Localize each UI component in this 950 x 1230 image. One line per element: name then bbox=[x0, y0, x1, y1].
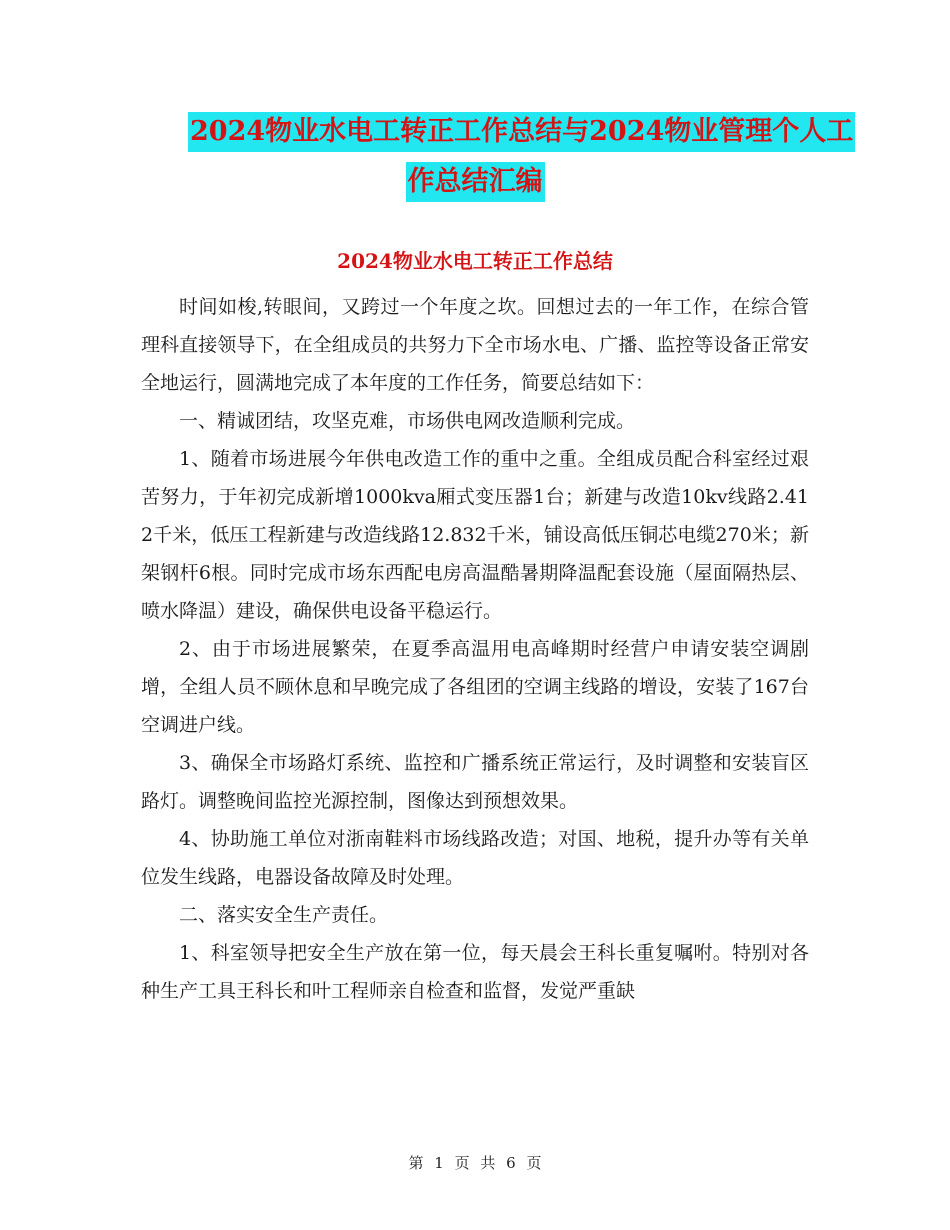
document-body bbox=[141, 288, 809, 1010]
document-title bbox=[140, 112, 854, 202]
paragraph-heading-2: 二、落实安全生产责任。 bbox=[179, 904, 389, 926]
page-number: 第 1 页 共 6 页 bbox=[408, 1154, 542, 1172]
paragraph-item-1-4: 4、协助施工单位对浙南鞋料市场线路改造；对国、地税，提升办等有关单位发生线路，电器设备故障及时处理。 bbox=[141, 828, 809, 888]
title-line-2: 作总结汇编 bbox=[406, 162, 545, 202]
paragraph-intro: 时间如梭,转眼间，又跨过一个年度之坎。回想过去的一年工作，在综合管理科直接领导下，在全组成员的共努力下全市场水电、广播、监控等设备正常安全地运行，圆满地完成了本年度的工作任务，简要总结如下： bbox=[141, 296, 809, 394]
paragraph-heading-1: 一、精诚团结，攻坚克难，市场供电网改造顺利完成。 bbox=[179, 410, 636, 432]
section-title: 2024物业水电工转正工作总结 bbox=[337, 249, 613, 273]
paragraph-item-1-2: 2、由于市场进展繁荣，在夏季高温用电高峰期时经营户申请安装空调剧增，全组人员不顾休息和早晚完成了各组团的空调主线路的增设，安装了167台空调进户线。 bbox=[141, 638, 809, 736]
paragraph-item-1-1: 1、随着市场进展今年供电改造工作的重中之重。全组成员配合科室经过艰苦努力，于年初完成新增1000kva厢式变压器1台；新建与改造10kv线路2.412千米，低压工程新建与改造线路12.832千米，铺设高低压铜芯电缆270米；新架钢杆6根。同时完成市场东西配电房高温酷暑期降温配套设施（屋面隔热层、喷水降温）建设，确保供电设备平稳运行。 bbox=[141, 448, 809, 622]
paragraph-item-2-1: 1、科室领导把安全生产放在第一位，每天晨会王科长重复嘱咐。特别对各种生产工具王科长和叶工程师亲自检查和监督，发觉严重缺 bbox=[141, 942, 809, 1002]
title-line-1: 2024物业水电工转正工作总结与2024物业管理个人工 bbox=[188, 112, 855, 152]
paragraph-item-1-3: 3、确保全市场路灯系统、监控和广播系统正常运行，及时调整和安装盲区路灯。调整晚间监控光源控制，图像达到预想效果。 bbox=[141, 752, 809, 812]
